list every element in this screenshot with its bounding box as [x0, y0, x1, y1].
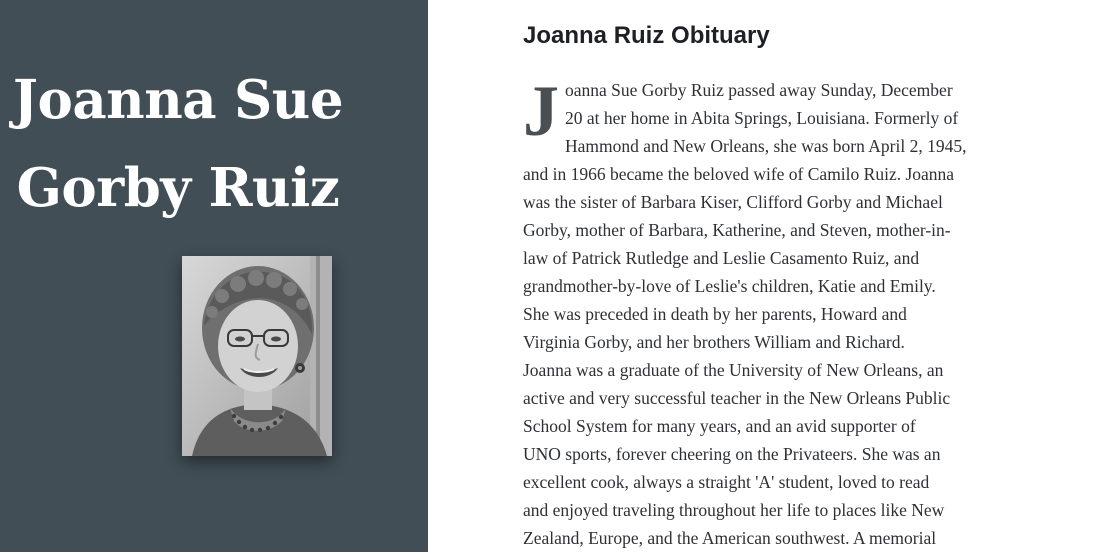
deceased-name-heading — [0, 56, 356, 232]
obituary-line: Virginia Gorby, and her brothers William and Richard. — [523, 332, 905, 352]
obituary-line: was the sister of Barbara Kiser, Clifford Gorby and Michael — [523, 192, 943, 212]
obituary-line: Gorby, mother of Barbara, Katherine, and Steven, mother-in- — [523, 220, 951, 240]
obituary-line: grandmother-by-love of Leslie's children, Katie and Emily. — [523, 276, 936, 296]
obituary-line: and enjoyed traveling throughout her life to places like New — [523, 500, 945, 520]
obituary-line: active and very successful teacher in the New Orleans Public — [523, 388, 951, 408]
obituary-text — [523, 71, 1023, 552]
obituary-line: oanna Sue Gorby Ruiz passed away Sunday, December — [565, 80, 953, 100]
sidebar-panel — [0, 0, 428, 552]
obituary-title: Joanna Ruiz Obituary — [523, 22, 770, 49]
obituary-line: law of Patrick Rutledge and Leslie Casamento Ruiz, and — [523, 248, 920, 268]
deceased-name-line-1: Joanna Sue — [12, 69, 344, 131]
obituary-line: She was preceded in death by her parents, Howard and — [523, 304, 907, 324]
obituary-line: Zealand, Europe, and the American southwest. A memorial — [523, 528, 937, 548]
obituary-line: excellent cook, always a straight 'A' student, loved to read — [523, 472, 930, 492]
obituary-line: Hammond and New Orleans, she was born April 2, 1945, — [565, 136, 967, 156]
obituary-line: and in 1966 became the beloved wife of Camilo Ruiz. Joanna — [523, 164, 955, 184]
obituary-line: School System for many years, and an avid supporter of — [523, 416, 916, 436]
portrait-photo — [182, 256, 332, 456]
obituary-line: UNO sports, forever cheering on the Privateers. She was an — [523, 444, 941, 464]
obituary-line: Joanna was a graduate of the University of New Orleans, an — [523, 360, 944, 380]
drop-cap-letter: J — [523, 71, 559, 151]
portrait-illustration — [182, 256, 332, 456]
obituary-line: 20 at her home in Abita Springs, Louisiana. Formerly of — [565, 108, 959, 128]
deceased-name-line-2: Gorby Ruiz — [16, 157, 340, 219]
obituary-content — [428, 0, 1098, 552]
